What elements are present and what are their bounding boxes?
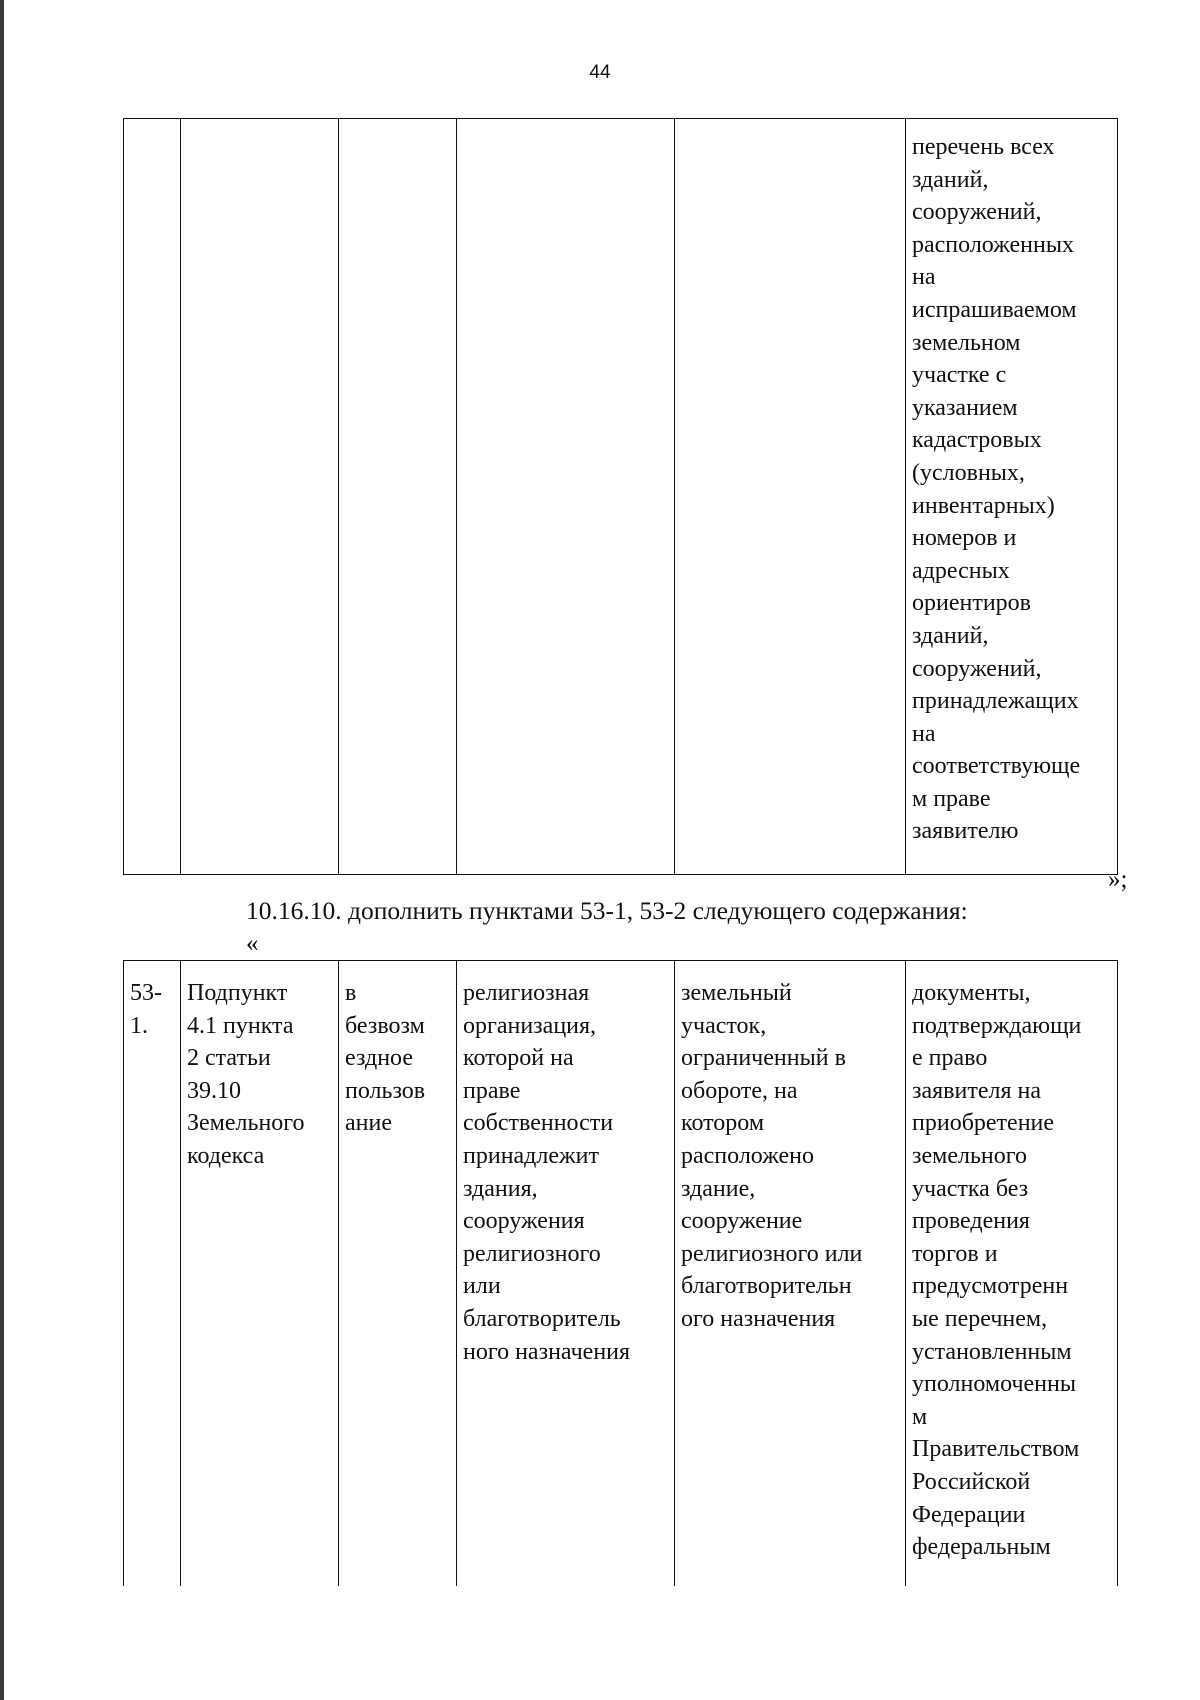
land-plot-text: земельный участок, ограниченный в обороте, на котором расположено здание, сооружение религиозного или благотворительн ого назначения xyxy=(681,980,863,1332)
scan-edge xyxy=(0,0,4,1700)
cell-legal-basis xyxy=(181,119,339,875)
amendment-text: 10.16.10. дополнить пунктами 53-1, 53-2 следующего содержания: xyxy=(246,896,968,925)
cell-documents xyxy=(906,961,1118,1587)
legal-basis-text: Подпункт 4.1 пункта 2 статьи 39.10 Земельного кодекса xyxy=(187,980,305,1169)
documents-table-continued xyxy=(123,118,1118,875)
cell-legal-basis xyxy=(181,961,339,1587)
applicant-text: религиозная организация, которой на праве собственности принадлежит здания, сооружения религиозного или благотворитель ного назначения xyxy=(463,980,631,1365)
cell-right-type xyxy=(339,119,457,875)
documents-table-new xyxy=(123,960,1118,1586)
closing-quote: »; xyxy=(1108,866,1128,893)
cell-number xyxy=(124,119,181,875)
page-number: 44 xyxy=(589,62,611,83)
cell-applicant xyxy=(457,119,675,875)
cell-number xyxy=(124,961,181,1587)
cell-right-type xyxy=(339,961,457,1587)
opening-quote: « xyxy=(246,930,259,957)
cell-land-plot xyxy=(675,961,906,1587)
right-type-text: в безвозм ездное пользов ание xyxy=(345,980,426,1137)
table-row xyxy=(124,119,1118,875)
cell-documents xyxy=(906,119,1118,875)
cell-land-plot xyxy=(675,119,906,875)
row-number: 53- 1. xyxy=(130,980,162,1039)
documents-text: документы, подтверждающи е право заявителя на приобретение земельного участка без проведения торгов и предусмотренн ые перечнем, установленным уполномоченны м Правительством Российской Федерации федеральным xyxy=(912,980,1082,1561)
table-row xyxy=(124,961,1118,1587)
cell-applicant xyxy=(457,961,675,1587)
documents-text: перечень всех зданий, сооружений, расположенных на испрашиваемом земельном участке с указанием кадастровых (условных, инвентарных) номеров и адресных ориентиров зданий, сооружений, принадлежащих на соответствующе м праве заявителю xyxy=(912,134,1081,845)
